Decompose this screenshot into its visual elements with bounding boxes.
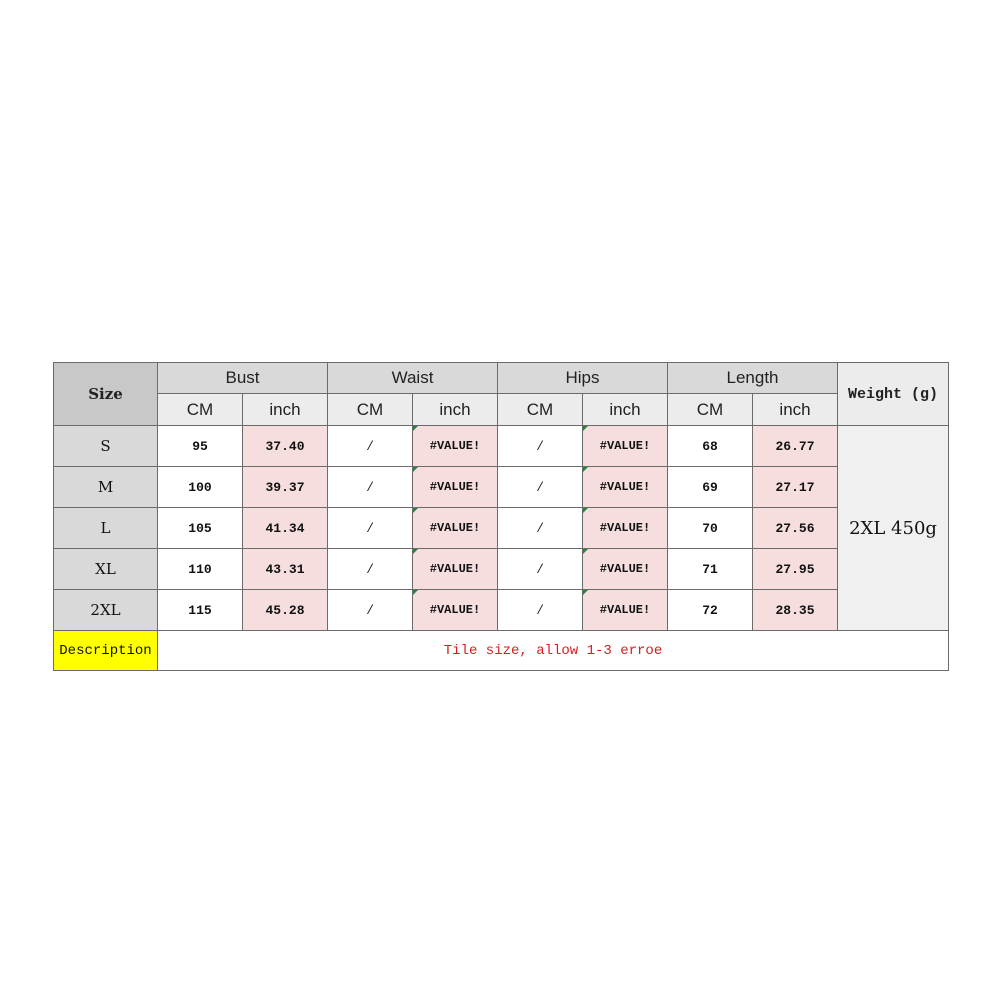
description-row: [54, 631, 949, 671]
waist-cm-cell: /: [328, 467, 413, 508]
hips-inch-value: #VALUE!: [599, 603, 651, 617]
size-cell: S: [54, 426, 158, 467]
waist-inch-value: #VALUE!: [429, 439, 481, 453]
waist-inch-header: inch: [413, 394, 498, 426]
error-flag-icon: [413, 467, 418, 472]
error-flag-icon: [413, 508, 418, 513]
length-header: Length: [668, 363, 838, 394]
length-cm-cell: 71: [668, 549, 753, 590]
weight-value-cell: 2XL 450g: [838, 426, 949, 631]
waist-inch-cell: [413, 590, 498, 631]
size-cell: 2XL: [54, 590, 158, 631]
bust-inch-cell: 41.34: [243, 508, 328, 549]
waist-cm-cell: /: [328, 590, 413, 631]
hips-cm-cell: /: [498, 467, 583, 508]
length-inch-cell: 27.17: [753, 467, 838, 508]
length-inch-cell: 26.77: [753, 426, 838, 467]
length-cm-cell: 70: [668, 508, 753, 549]
hips-inch-value: #VALUE!: [599, 480, 651, 494]
bust-inch-cell: 43.31: [243, 549, 328, 590]
waist-cm-cell: /: [328, 426, 413, 467]
bust-cm-cell: 105: [158, 508, 243, 549]
table-row: [54, 467, 949, 508]
error-flag-icon: [583, 590, 588, 595]
error-flag-icon: [583, 467, 588, 472]
bust-inch-cell: 37.40: [243, 426, 328, 467]
waist-inch-cell: [413, 426, 498, 467]
bust-cm-cell: 115: [158, 590, 243, 631]
error-flag-icon: [413, 426, 418, 431]
length-cm-cell: 72: [668, 590, 753, 631]
error-flag-icon: [413, 549, 418, 554]
hips-inch-value: #VALUE!: [599, 439, 651, 453]
hips-inch-cell: [583, 590, 668, 631]
hips-inch-value: #VALUE!: [599, 521, 651, 535]
length-inch-cell: 27.95: [753, 549, 838, 590]
waist-cm-cell: /: [328, 549, 413, 590]
hips-cm-cell: /: [498, 508, 583, 549]
length-cm-header: CM: [668, 394, 753, 426]
description-text: Tile size, allow 1-3 erroe: [158, 631, 949, 671]
bust-header: Bust: [158, 363, 328, 394]
waist-inch-cell: [413, 467, 498, 508]
table-row: [54, 426, 949, 467]
bust-cm-cell: 100: [158, 467, 243, 508]
size-chart-body: [54, 363, 949, 671]
error-flag-icon: [583, 508, 588, 513]
bust-cm-cell: 95: [158, 426, 243, 467]
header-row-groups: [54, 363, 949, 394]
size-cell: L: [54, 508, 158, 549]
length-inch-header: inch: [753, 394, 838, 426]
table-row: [54, 590, 949, 631]
waist-inch-value: #VALUE!: [429, 562, 481, 576]
table-row: [54, 549, 949, 590]
hips-cm-cell: /: [498, 590, 583, 631]
description-label: Description: [54, 631, 158, 671]
hips-cm-cell: /: [498, 426, 583, 467]
table-row: [54, 508, 949, 549]
bust-cm-cell: 110: [158, 549, 243, 590]
bust-inch-header: inch: [243, 394, 328, 426]
hips-inch-value: #VALUE!: [599, 562, 651, 576]
size-cell: XL: [54, 549, 158, 590]
waist-inch-cell: [413, 549, 498, 590]
hips-inch-cell: [583, 549, 668, 590]
header-row-units: [54, 394, 949, 426]
hips-inch-header: inch: [583, 394, 668, 426]
length-cm-cell: 69: [668, 467, 753, 508]
hips-inch-cell: [583, 426, 668, 467]
hips-inch-cell: [583, 508, 668, 549]
length-inch-cell: 27.56: [753, 508, 838, 549]
error-flag-icon: [583, 426, 588, 431]
waist-cm-header: CM: [328, 394, 413, 426]
waist-cm-cell: /: [328, 508, 413, 549]
waist-inch-value: #VALUE!: [429, 480, 481, 494]
waist-inch-value: #VALUE!: [429, 603, 481, 617]
length-cm-cell: 68: [668, 426, 753, 467]
size-chart-table: [53, 362, 949, 671]
size-column-header: Size: [54, 363, 158, 426]
hips-inch-cell: [583, 467, 668, 508]
bust-inch-cell: 39.37: [243, 467, 328, 508]
error-flag-icon: [583, 549, 588, 554]
hips-header: Hips: [498, 363, 668, 394]
hips-cm-header: CM: [498, 394, 583, 426]
bust-inch-cell: 45.28: [243, 590, 328, 631]
waist-inch-cell: [413, 508, 498, 549]
waist-inch-value: #VALUE!: [429, 521, 481, 535]
length-inch-cell: 28.35: [753, 590, 838, 631]
weight-column-header: Weight (g): [838, 363, 949, 426]
bust-cm-header: CM: [158, 394, 243, 426]
waist-header: Waist: [328, 363, 498, 394]
hips-cm-cell: /: [498, 549, 583, 590]
size-cell: M: [54, 467, 158, 508]
error-flag-icon: [413, 590, 418, 595]
